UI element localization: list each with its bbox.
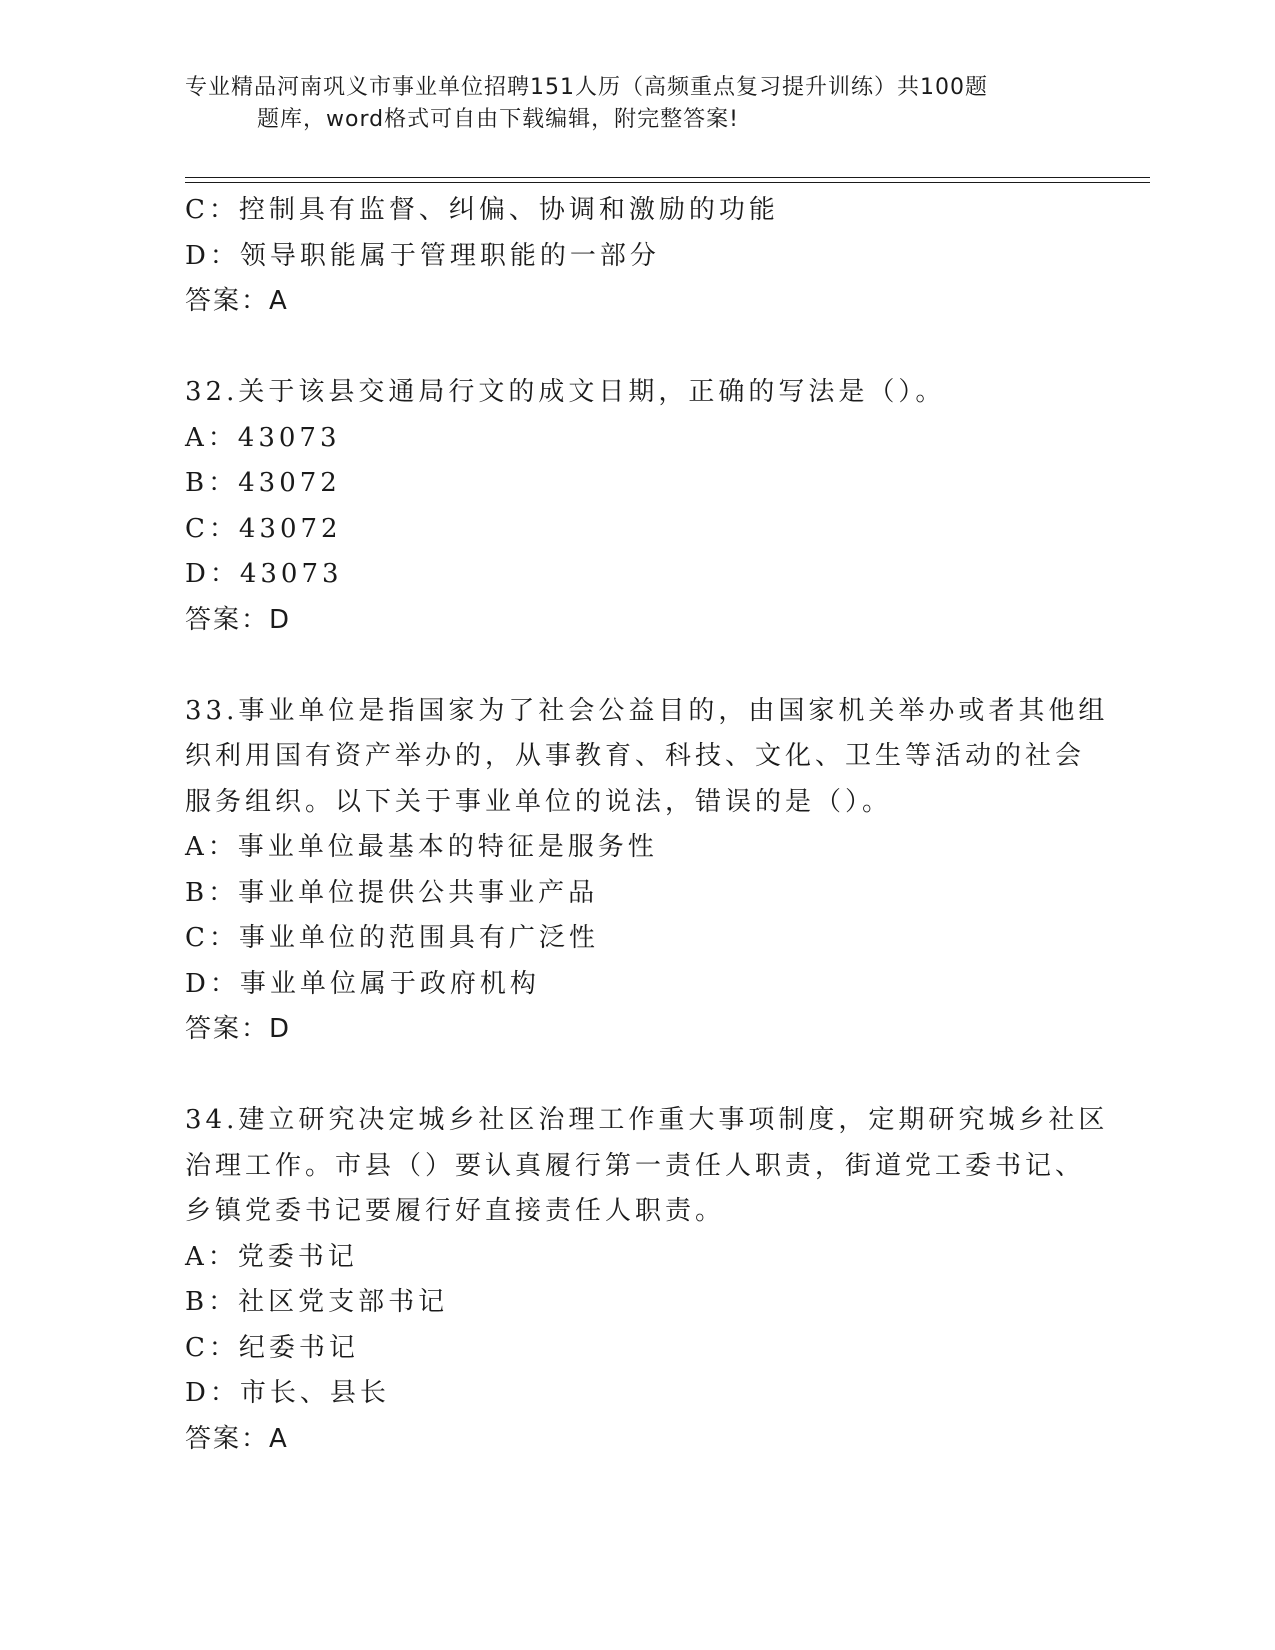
header-divider-top xyxy=(185,177,1150,178)
answer-line: 答案：A xyxy=(185,1423,289,1454)
text-line: D：市长、县长 xyxy=(185,1378,390,1408)
text-line: 34.建立研究决定城乡社区治理工作重大事项制度，定期研究城乡社区 xyxy=(185,1105,1109,1135)
text-line: D：事业单位属于政府机构 xyxy=(185,968,540,999)
text-line: B：社区党支部书记 xyxy=(185,1287,449,1317)
answer-line: 答案：A xyxy=(185,286,289,316)
text-line: A：党委书记 xyxy=(185,1241,358,1272)
answer-line: 答案：D xyxy=(185,1014,292,1044)
text-line: 32.关于该县交通局行文的成文日期，正确的写法是（）。 xyxy=(185,377,946,407)
header-line-1: 专业精品河南巩义市事业单位招聘151人历（高频重点复习提升训练）共100题 xyxy=(185,75,988,100)
text-line: D：43073 xyxy=(185,559,343,589)
paragraph-gap xyxy=(185,325,1085,371)
paragraph-gap xyxy=(185,643,1085,689)
text-line: C：控制具有监督、纠偏、协调和激励的功能 xyxy=(185,195,779,225)
text-line: 33.事业单位是指国家为了社会公益目的，由国家机关举办或者其他组 xyxy=(185,695,1109,726)
text-line: A：事业单位最基本的特征是服务性 xyxy=(185,832,658,862)
paragraph-gap xyxy=(185,1053,1085,1099)
text-line: C：43072 xyxy=(185,513,342,544)
document-body xyxy=(185,188,1109,1462)
text-line: D：领导职能属于管理职能的一部分 xyxy=(185,240,660,271)
text-line: C：纪委书记 xyxy=(185,1332,359,1363)
answer-line: 答案：D xyxy=(185,604,292,635)
header-divider-bottom xyxy=(185,182,1150,183)
document-header xyxy=(185,72,1065,136)
text-line: C：事业单位的范围具有广泛性 xyxy=(185,923,599,953)
text-line: B：43072 xyxy=(185,468,341,498)
text-line: 服务组织。以下关于事业单位的说法，错误的是（）。 xyxy=(185,786,893,817)
text-line: 织利用国有资产举办的，从事教育、科技、文化、卫生等活动的社会 xyxy=(185,741,1086,771)
text-line: 乡镇党委书记要履行好直接责任人职责。 xyxy=(185,1196,726,1226)
text-line: B：事业单位提供公共事业产品 xyxy=(185,877,599,908)
text-line: 治理工作。市县（）要认真履行第一责任人职责，街道党工委书记、 xyxy=(185,1150,1086,1181)
header-line-2: 题库，word格式可自由下载编辑，附完整答案! xyxy=(257,107,739,132)
text-line: A：43073 xyxy=(185,422,341,453)
